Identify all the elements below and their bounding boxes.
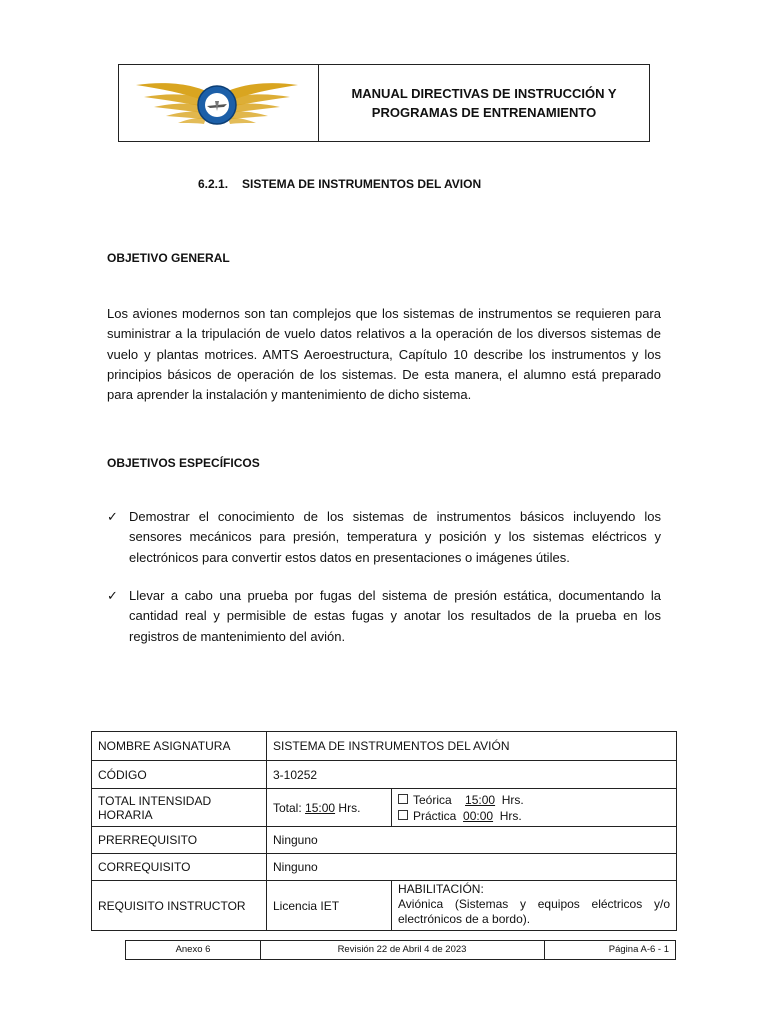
row-label: PRERREQUISITO bbox=[92, 827, 267, 854]
specific-objective-text: Demostrar el conocimiento de los sistemas de instrumentos básicos incluyendo los sensores mecánicos para presión, temperatura y posición y los sistemas eléctricos y electrónicos para convertir estos datos en presentaciones o imágenes útiles. bbox=[129, 509, 661, 565]
table-row bbox=[92, 789, 677, 827]
footer-annex: Anexo 6 bbox=[126, 941, 261, 959]
row-label: CÓDIGO bbox=[92, 761, 267, 789]
row-value: Ninguno bbox=[267, 854, 677, 881]
habilitacion-cell bbox=[392, 881, 677, 931]
row-label: CORREQUISITO bbox=[92, 854, 267, 881]
habilitacion-text: Aviónica (Sistemas y equipos eléctricos y/o electrónicos de a bordo). bbox=[398, 897, 670, 926]
theory-label: Teórica bbox=[413, 792, 452, 807]
theory-hours bbox=[398, 792, 670, 808]
document-header bbox=[118, 64, 650, 142]
checkmark-icon: ✓ bbox=[107, 588, 118, 603]
habilitacion-title: HABILITACIÓN: bbox=[398, 882, 484, 896]
section-heading bbox=[198, 177, 481, 191]
checkbox-icon bbox=[398, 794, 408, 804]
total-label: Total: bbox=[273, 800, 302, 815]
section-number: 6.2.1. bbox=[198, 177, 229, 191]
row-value: SISTEMA DE INSTRUMENTOS DEL AVIÓN bbox=[267, 732, 677, 761]
footer-revision: Revisión 22 de Abril 4 de 2023 bbox=[260, 941, 545, 959]
table-row bbox=[92, 732, 677, 761]
total-hours-cell bbox=[267, 789, 392, 827]
course-info-table bbox=[91, 731, 677, 931]
row-value: Ninguno bbox=[267, 827, 677, 854]
general-objective-heading: OBJETIVO GENERAL bbox=[107, 251, 230, 265]
manual-title-line-1: MANUAL DIRECTIVAS DE INSTRUCCIÓN Y bbox=[351, 86, 617, 101]
checkbox-icon bbox=[398, 810, 408, 820]
row-label: REQUISITO INSTRUCTOR bbox=[92, 881, 267, 931]
winged-badge-logo bbox=[134, 73, 300, 133]
table-row bbox=[92, 761, 677, 789]
footer-page-number: Página A-6 - 1 bbox=[608, 944, 669, 955]
table-row bbox=[92, 881, 677, 931]
total-value: 15:00 bbox=[305, 800, 336, 815]
theory-value: 15:00 bbox=[465, 792, 496, 807]
specific-objectives-heading: OBJETIVOS ESPECÍFICOS bbox=[107, 456, 260, 470]
row-label: TOTAL INTENSIDAD HORARIA bbox=[92, 789, 267, 827]
manual-title bbox=[319, 65, 649, 141]
practice-unit: Hrs. bbox=[499, 808, 522, 823]
manual-title-line-2: PROGRAMAS DE ENTRENAMIENTO bbox=[371, 105, 597, 120]
section-title: SISTEMA DE INSTRUMENTOS DEL AVION bbox=[242, 177, 482, 191]
specific-objective-item bbox=[107, 586, 661, 647]
practice-value: 00:00 bbox=[463, 808, 494, 823]
logo-cell bbox=[119, 65, 319, 141]
row-label: NOMBRE ASIGNATURA bbox=[92, 732, 267, 761]
specific-objective-item bbox=[107, 507, 661, 568]
hours-breakdown-cell bbox=[392, 789, 677, 827]
page-footer bbox=[125, 940, 676, 960]
total-unit: Hrs. bbox=[338, 800, 361, 815]
checkmark-icon: ✓ bbox=[107, 509, 118, 524]
row-value: Licencia IET bbox=[267, 881, 392, 931]
table-row bbox=[92, 827, 677, 854]
specific-objective-text: Llevar a cabo una prueba por fugas del sistema de presión estática, documentando la cantidad real y permisible de estas fugas y anotar los resultados de la prueba en los registros de mantenimiento del avión. bbox=[129, 588, 661, 644]
row-value: 3-10252 bbox=[267, 761, 677, 789]
practice-hours bbox=[398, 808, 670, 824]
theory-unit: Hrs. bbox=[501, 792, 524, 807]
practice-label: Práctica bbox=[413, 808, 457, 823]
table-row bbox=[92, 854, 677, 881]
general-objective-text: Los aviones modernos son tan complejos que los sistemas de instrumentos se requieren para suministrar a la tripulación de vuelo datos relativos a la operación de los diversos sistemas de vuelo y plantas motrices. AMTS Aeroestructura, Capítulo 10 describe los instrumentos y los principios básicos de operación de los sistemas. De esta manera, el alumno está preparado para aprender la instalación y mantenimiento de dicho sistema. bbox=[107, 306, 661, 403]
